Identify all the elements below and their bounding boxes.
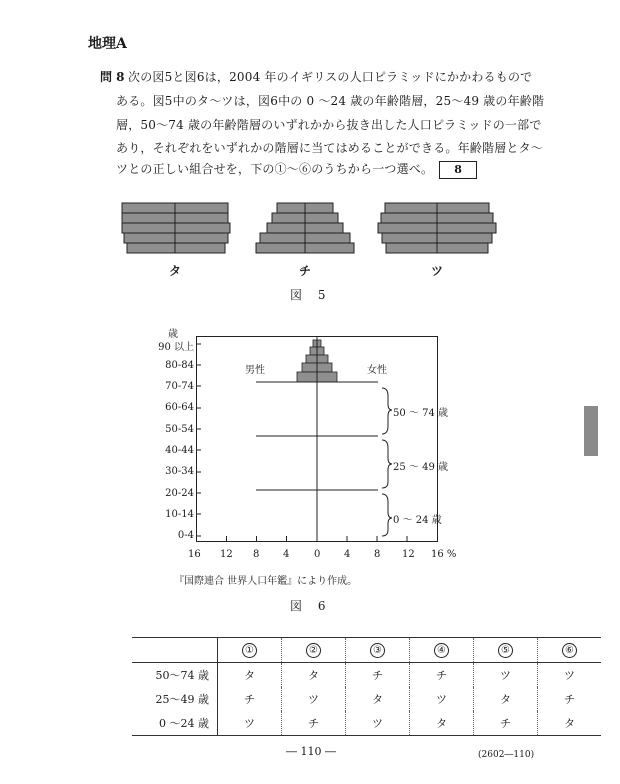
figure6-y-unit: 歳: [168, 329, 178, 340]
table-cell: タ: [218, 663, 282, 688]
table-row: [132, 663, 601, 688]
figure6-x-tick: 8: [374, 549, 381, 560]
table-cell: ツ: [218, 711, 282, 736]
figure6-y-tick: 0-4: [177, 530, 194, 541]
pyramid-ta: [122, 203, 230, 253]
table-cell: チ: [474, 711, 538, 736]
figure5-label-tsu: ツ: [431, 264, 444, 278]
figure6-y-tick: 30-34: [165, 466, 194, 477]
table-cell: チ: [282, 711, 346, 736]
figure6-y-tick: 60-64: [165, 402, 194, 413]
choice-3[interactable]: ③: [370, 643, 385, 658]
table-row: [132, 711, 601, 736]
table-cell: タ: [346, 687, 410, 711]
figure6-source: 『国際連合 世界人口年鑑』により作成。: [174, 576, 358, 587]
figure6-caption: 図 6: [290, 599, 332, 613]
answer-box[interactable]: 8: [439, 161, 477, 179]
scan-margin-mark: [584, 406, 598, 456]
answer-table-header-row: [132, 638, 601, 663]
question-number: 問 8: [100, 70, 125, 84]
table-cell: チ: [346, 663, 410, 688]
table-cell: チ: [538, 687, 602, 711]
pyramid-tsu: [378, 203, 496, 253]
question-line-5: [116, 160, 477, 179]
question-line-5-text: ツとの正しい組合せを，下の①～⑥のうちから一つ選べ。: [116, 162, 434, 176]
figure6-x-tick: 16 %: [431, 549, 457, 560]
figure5-label-ta: タ: [169, 264, 182, 278]
figure6-bracket-label-3: 0 ～ 24 歳: [393, 515, 442, 526]
subject-title: 地理A: [88, 36, 127, 52]
choice-2[interactable]: ②: [306, 643, 321, 658]
choice-6[interactable]: ⑥: [562, 643, 577, 658]
figure6-x-tick: 8: [253, 549, 260, 560]
figure6-x-tick: 12: [402, 549, 415, 560]
question-line-1: 次の図5と図6は，2004 年のイギリスの人口ピラミッドにかかわるもので: [128, 70, 533, 84]
figure6-x-tick: 4: [283, 549, 290, 560]
document-code: (2602―110): [478, 750, 535, 760]
figure6-female-label: 女性: [367, 365, 387, 376]
figure6-x-tick: 0: [314, 549, 321, 560]
figure6-y-tick: 40-44: [165, 445, 194, 456]
table-cell: タ: [474, 687, 538, 711]
pyramid-chi: [256, 203, 354, 253]
question-line-3: 層，50～74 歳の年齢階層のいずれかから抜き出した人口ピラミッドの一部で: [116, 118, 542, 132]
figure6-x-tick: 4: [344, 549, 351, 560]
table-cell: チ: [218, 687, 282, 711]
figure5-caption: 図 5: [290, 288, 332, 302]
figure5-label-chi: チ: [299, 264, 312, 278]
choice-5[interactable]: ⑤: [498, 643, 513, 658]
figure6-y-tick: 20-24: [165, 488, 194, 499]
page-number: ― 110 ―: [286, 745, 336, 758]
question-line-4: あり，それぞれをいずれかの階層に当てはめることができる。年齢階層とタ～: [116, 141, 544, 155]
row-label: 25～49 歳: [132, 687, 218, 711]
table-cell: チ: [410, 663, 474, 688]
figure6-y-tick: 80-84: [165, 360, 194, 371]
figure6-male-label: 男性: [245, 365, 265, 376]
table-cell: タ: [538, 711, 602, 736]
table-cell: ツ: [346, 711, 410, 736]
figure6-y-tick: 70-74: [165, 381, 194, 392]
table-cell: ツ: [282, 687, 346, 711]
choice-1[interactable]: ①: [242, 643, 257, 658]
table-cell: ツ: [538, 663, 602, 688]
row-label: 50～74 歳: [132, 663, 218, 688]
row-label: 0 ～24 歳: [132, 711, 218, 736]
table-cell: ツ: [474, 663, 538, 688]
figure6-y-tick: 10-14: [165, 509, 194, 520]
table-cell: ツ: [410, 687, 474, 711]
table-row: [132, 687, 601, 711]
figure6-x-tick: 16: [188, 549, 201, 560]
figure6-bracket-label-1: 50 ～ 74 歳: [393, 408, 448, 419]
figure6-y-tick: 50-54: [165, 424, 194, 435]
table-cell: タ: [282, 663, 346, 688]
question-line-2: ある。図5中のタ～ツは，図6中の 0 ～24 歳の年齢階層，25～49 歳の年齢階: [116, 94, 545, 108]
choice-4[interactable]: ④: [434, 643, 449, 658]
figure6-x-tick: 12: [220, 549, 233, 560]
answer-table-corner: [132, 638, 218, 663]
answer-table: [132, 637, 601, 736]
table-cell: タ: [410, 711, 474, 736]
figure6-y-tick: 90 以上: [158, 342, 194, 353]
figure6-bracket-label-2: 25 ～ 49 歳: [393, 462, 448, 473]
